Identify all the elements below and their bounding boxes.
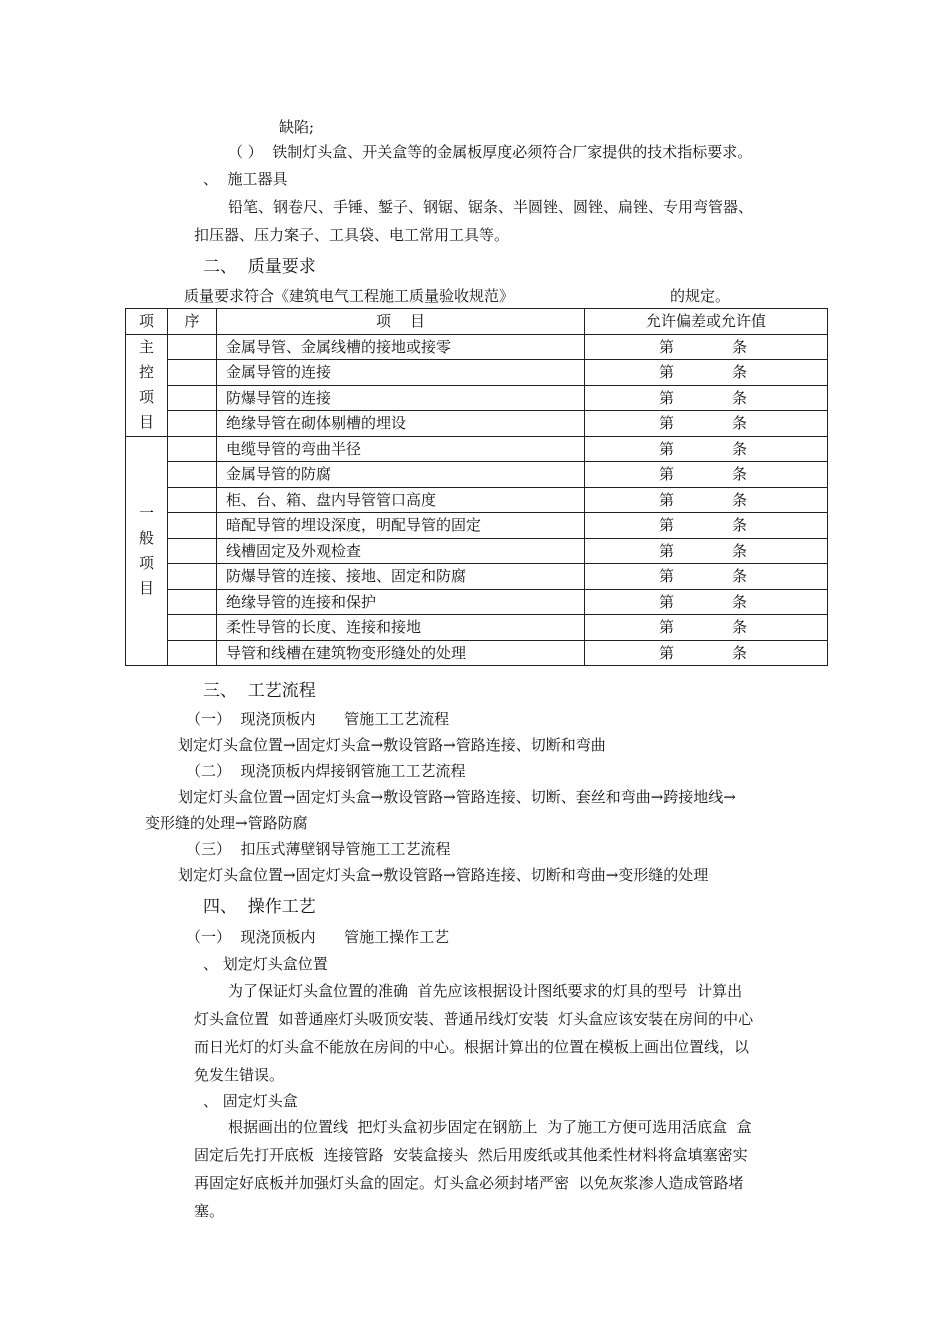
quality-table	[125, 308, 828, 666]
operation-p1-line-2: 灯头盒位置 如普通座灯头吸顶安装、普通吊线灯安装 灯头盒应该安装在房间的中心	[194, 1010, 754, 1028]
intro-line-box-thickness: （ ） 铁制灯头盒、开关盒等的金属板厚度必须符合厂家提供的技术指标要求。	[228, 143, 753, 161]
operation-p1-line-1: 为了保证灯头盒位置的准确 首先应该根据设计图纸要求的灯具的型号 计算出	[228, 982, 743, 1000]
tolerance-clause-prefix: 第	[659, 490, 675, 509]
tolerance-clause-suffix: 条	[732, 643, 748, 662]
tolerance-cell	[585, 640, 828, 666]
tolerance-cell	[585, 411, 828, 437]
item-cell: 防爆导管的连接	[217, 385, 585, 411]
quality-desc-b: 的规定。	[670, 287, 731, 305]
header-tolerance: 允许偏差或允许值	[585, 309, 828, 335]
process-flow-2b: 变形缝的处理→管路防腐	[145, 814, 308, 832]
operation-p2-line-1: 根据画出的位置线 把灯头盒初步固定在钢筋上 为了施工方便可选用活底盒 盒	[228, 1118, 752, 1136]
quality-desc-a: 质量要求符合《建筑电气工程施工质量验收规范》	[184, 287, 515, 305]
category-main: 主 控 项 目	[126, 334, 168, 436]
tolerance-clause-prefix: 第	[659, 541, 675, 560]
tolerance-cell	[585, 589, 828, 615]
intro-tools-list-2: 扣压器、压力案子、工具袋、电工常用工具等。	[194, 226, 510, 244]
item-cell: 金属导管的防腐	[217, 462, 585, 488]
header-item: 项 目	[217, 309, 585, 335]
category-general: 一 般 项 目	[126, 436, 168, 666]
table-row	[126, 462, 828, 488]
process-flow-3: 划定灯头盒位置→固定灯头盒→敷设管路→管路连接、切断和弯曲→变形缝的处理	[178, 866, 709, 884]
seq-cell	[168, 513, 217, 539]
tolerance-clause-suffix: 条	[732, 337, 748, 356]
tolerance-clause-suffix: 条	[732, 439, 748, 458]
tolerance-cell	[585, 385, 828, 411]
tolerance-clause-prefix: 第	[659, 439, 675, 458]
tolerance-clause-prefix: 第	[659, 618, 675, 637]
table-row	[126, 385, 828, 411]
tolerance-cell	[585, 487, 828, 513]
tolerance-cell	[585, 360, 828, 386]
intro-heading-tools: 、 施工器具	[203, 170, 288, 188]
table-header-row	[126, 309, 828, 335]
tolerance-cell	[585, 615, 828, 641]
item-cell: 柔性导管的长度、连接和接地	[217, 615, 585, 641]
section-heading-operation: 四、 操作工艺	[203, 897, 316, 917]
tolerance-clause-prefix: 第	[659, 363, 675, 382]
item-cell: 导管和线槽在建筑物变形缝处的处理	[217, 640, 585, 666]
tolerance-clause-suffix: 条	[732, 618, 748, 637]
operation-step-1: 、 划定灯头盒位置	[203, 955, 328, 973]
operation-p1-line-3: 而日光灯的灯头盒不能放在房间的中心。根据计算出的位置在模板上画出位置线，以	[194, 1038, 750, 1056]
process-flow-1: 划定灯头盒位置→固定灯头盒→敷设管路→管路连接、切断和弯曲	[178, 736, 606, 754]
process-sub-2: （二） 现浇顶板内焊接钢管施工工艺流程	[186, 762, 466, 780]
operation-p2-line-2: 固定后先打开底板 连接管路 安装盒接头 然后用废纸或其他柔性材料将盒填塞密实	[194, 1146, 748, 1164]
item-cell: 绝缘导管的连接和保护	[217, 589, 585, 615]
seq-cell	[168, 385, 217, 411]
seq-cell	[168, 411, 217, 437]
item-cell: 防爆导管的连接、接地、固定和防腐	[217, 564, 585, 590]
process-sub-1: （一） 现浇顶板内 管施工工艺流程	[186, 710, 450, 728]
table-row	[126, 487, 828, 513]
table-row	[126, 640, 828, 666]
tolerance-cell	[585, 334, 828, 360]
section-heading-quality: 二、 质量要求	[203, 257, 316, 277]
tolerance-clause-prefix: 第	[659, 465, 675, 484]
table-row	[126, 615, 828, 641]
item-cell: 金属导管、金属线槽的接地或接零	[217, 334, 585, 360]
seq-cell	[168, 487, 217, 513]
header-seq: 序	[168, 309, 217, 335]
operation-p2-line-3: 再固定好底板并加强灯头盒的固定。灯头盒必须封堵严密 以免灰浆渗人造成管路堵	[194, 1174, 744, 1192]
seq-cell	[168, 436, 217, 462]
tolerance-clause-prefix: 第	[659, 414, 675, 433]
operation-step-2: 、 固定灯头盒	[203, 1092, 298, 1110]
intro-line-defect: 缺陷;	[279, 118, 315, 136]
tolerance-clause-suffix: 条	[732, 414, 748, 433]
seq-cell	[168, 462, 217, 488]
tolerance-clause-suffix: 条	[732, 516, 748, 535]
tolerance-clause-suffix: 条	[732, 388, 748, 407]
seq-cell	[168, 538, 217, 564]
operation-p1-line-4: 免发生错误。	[194, 1066, 285, 1084]
tolerance-clause-prefix: 第	[659, 337, 675, 356]
item-cell: 金属导管的连接	[217, 360, 585, 386]
tolerance-cell	[585, 564, 828, 590]
table-row	[126, 411, 828, 437]
table-row	[126, 436, 828, 462]
process-sub-3: （三） 扣压式薄壁钢导管施工工艺流程	[186, 840, 451, 858]
tolerance-clause-suffix: 条	[732, 541, 748, 560]
tolerance-cell	[585, 462, 828, 488]
tolerance-clause-suffix: 条	[732, 363, 748, 382]
tolerance-clause-suffix: 条	[732, 490, 748, 509]
tolerance-clause-prefix: 第	[659, 388, 675, 407]
operation-sub-1: （一） 现浇顶板内 管施工操作工艺	[186, 928, 450, 946]
seq-cell	[168, 334, 217, 360]
table-row	[126, 564, 828, 590]
seq-cell	[168, 589, 217, 615]
tolerance-clause-suffix: 条	[732, 465, 748, 484]
section-heading-process: 三、 工艺流程	[203, 681, 316, 701]
tolerance-cell	[585, 513, 828, 539]
item-cell: 绝缘导管在砌体剔槽的埋设	[217, 411, 585, 437]
tolerance-clause-prefix: 第	[659, 643, 675, 662]
operation-p2-line-4: 塞。	[194, 1202, 225, 1220]
tolerance-clause-prefix: 第	[659, 567, 675, 586]
tolerance-cell	[585, 436, 828, 462]
seq-cell	[168, 360, 217, 386]
tolerance-clause-prefix: 第	[659, 516, 675, 535]
table-row	[126, 334, 828, 360]
table-row	[126, 513, 828, 539]
tolerance-cell	[585, 538, 828, 564]
table-row	[126, 589, 828, 615]
item-cell: 线槽固定及外观检查	[217, 538, 585, 564]
item-cell: 柜、台、箱、盘内导管管口高度	[217, 487, 585, 513]
intro-tools-list-1: 铅笔、钢卷尺、手锤、錾子、钢锯、锯条、半圆锉、圆锉、扁锉、专用弯管器、	[228, 198, 754, 216]
seq-cell	[168, 564, 217, 590]
tolerance-clause-suffix: 条	[732, 592, 748, 611]
table-row	[126, 360, 828, 386]
table-row	[126, 538, 828, 564]
header-category: 项	[126, 309, 168, 335]
tolerance-clause-prefix: 第	[659, 592, 675, 611]
item-cell: 电缆导管的弯曲半径	[217, 436, 585, 462]
seq-cell	[168, 640, 217, 666]
seq-cell	[168, 615, 217, 641]
process-flow-2a: 划定灯头盒位置→固定灯头盒→敷设管路→管路连接、切断、套丝和弯曲→跨接地线→	[178, 788, 736, 806]
item-cell: 暗配导管的埋设深度，明配导管的固定	[217, 513, 585, 539]
tolerance-clause-suffix: 条	[732, 567, 748, 586]
